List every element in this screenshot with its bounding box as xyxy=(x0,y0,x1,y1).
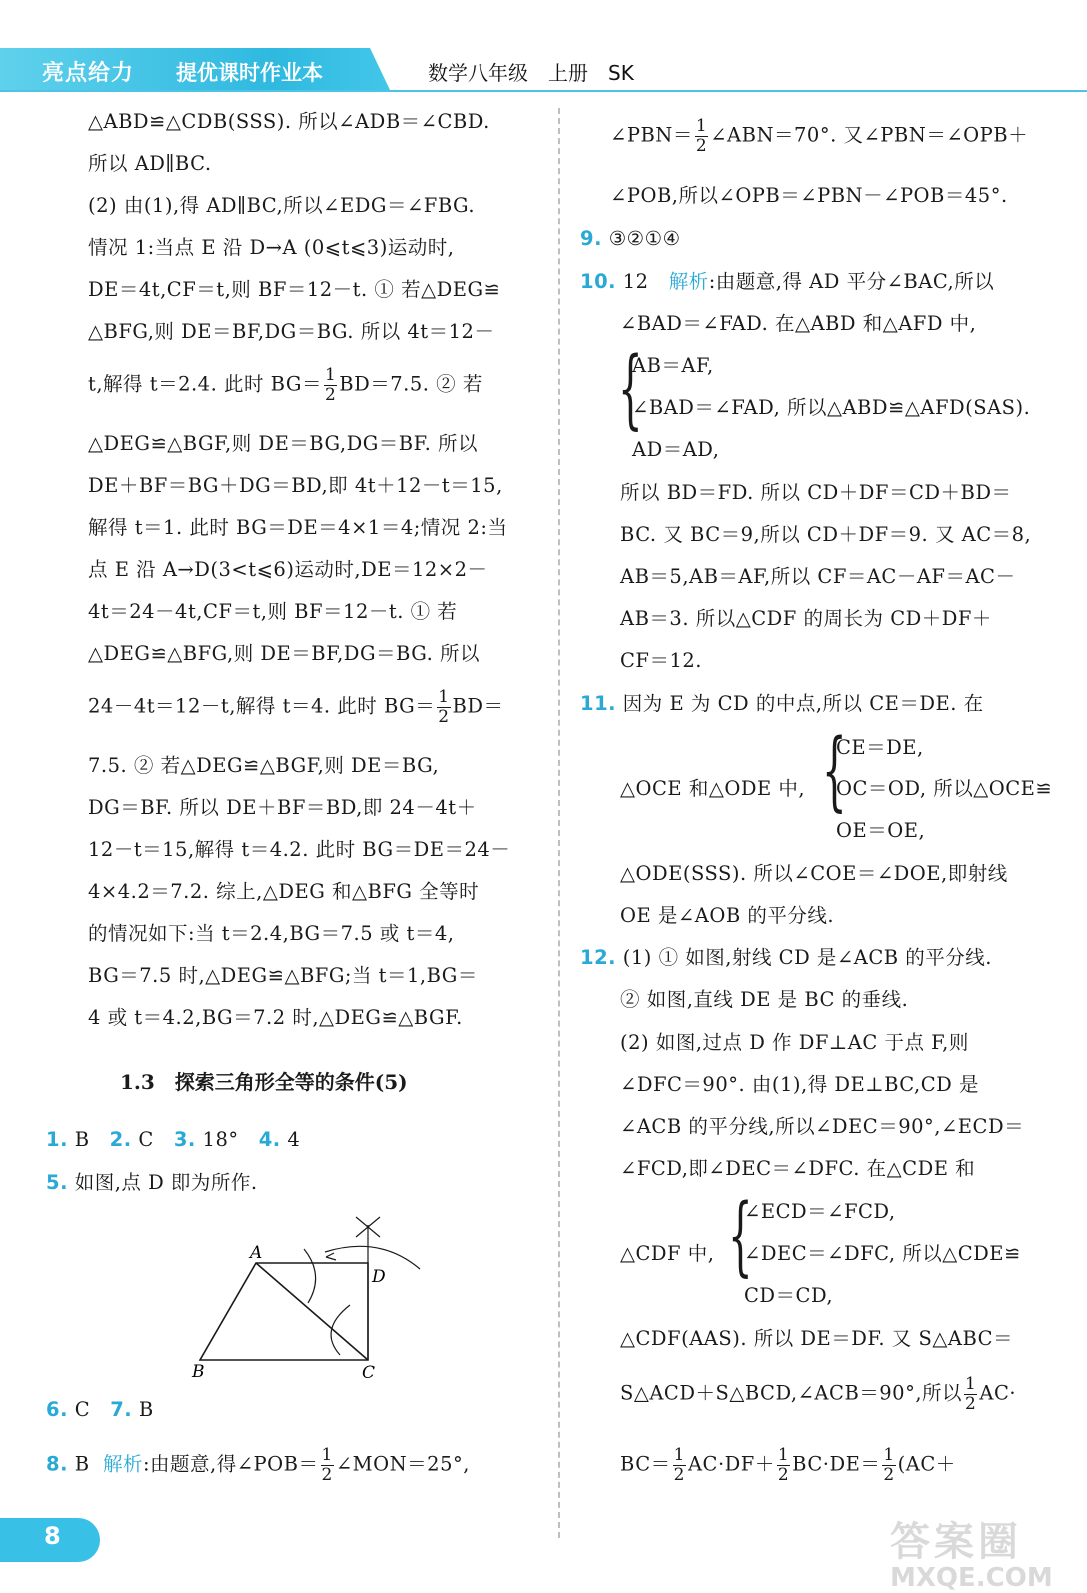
text-line: CD＝CD, xyxy=(744,1284,834,1307)
question-12 xyxy=(580,946,992,969)
fraction: $\frac{1}{2}$ xyxy=(324,365,337,405)
text-line: △OCE 和△ODE 中, xyxy=(620,777,806,800)
question-number: 9. xyxy=(580,227,602,250)
text-line: △ABD≌△CDB(SSS). 所以∠ADB＝∠CBD. xyxy=(88,110,490,133)
arrow-head xyxy=(326,1253,336,1260)
column-divider xyxy=(558,108,560,1538)
text-part: AC· xyxy=(979,1381,1017,1405)
construction-arc xyxy=(304,1249,316,1303)
text-line: BC. 又 BC＝9,所以 CD＋DF＝9. 又 AC＝8, xyxy=(620,523,1032,546)
label-a: A xyxy=(250,1243,263,1263)
text-line: 4 或 t＝4.2,BG＝7.2 时,△DEG≌△BGF. xyxy=(88,1006,463,1029)
question-number: 4. xyxy=(258,1128,281,1151)
construction-arc xyxy=(325,1246,420,1269)
geometry-figure xyxy=(180,1205,440,1390)
question-number: 2. xyxy=(109,1128,132,1151)
answer: ③②①④ xyxy=(608,227,681,250)
question-number: 1. xyxy=(46,1128,68,1151)
label-d: D xyxy=(372,1267,386,1287)
text-line: OE 是∠AOB 的平分线. xyxy=(620,904,835,927)
text-line-with-fraction xyxy=(610,117,1028,155)
text-part: BC＝ xyxy=(620,1452,671,1476)
text-line: ∠POB,所以∠OPB＝∠PBN－∠POB＝45°. xyxy=(610,184,1008,207)
text-line: △DEG≌△BFG,则 DE＝BF,DG＝BG. 所以 xyxy=(88,642,480,665)
text-line: AB＝AF, xyxy=(632,354,714,377)
analysis-label: 解析 xyxy=(668,270,709,293)
fraction: $\frac{1}{2}$ xyxy=(673,1445,685,1485)
text-line: ∠BAD＝∠FAD, 所以△ABD≌△AFD(SAS). xyxy=(632,396,1031,419)
question-number: 12. xyxy=(580,946,617,969)
text-line: (2) 如图,过点 D 作 DF⊥AC 于点 F,则 xyxy=(620,1031,969,1054)
text-line: ∠BAD＝∠FAD. 在△ABD 和△AFD 中, xyxy=(620,312,977,335)
label-b: B xyxy=(192,1362,205,1382)
text-line: 点 E 沿 A→D(3<t⩽6)运动时,DE＝12×2－ xyxy=(88,558,488,581)
label-c: C xyxy=(362,1363,376,1383)
section-title: 1.3 探索三角形全等的条件(5) xyxy=(120,1070,408,1094)
question-number: 5. xyxy=(46,1171,68,1194)
answer: B xyxy=(74,1128,90,1151)
text-part: S△ACD＋S△BCD,∠ACB＝90°,所以 xyxy=(620,1381,963,1405)
text-line: 情况 1:当点 E 沿 D→A (0⩽t⩽3)运动时, xyxy=(88,236,455,259)
answer: 12 xyxy=(622,270,649,293)
text-line: △CDF(AAS). 所以 DE＝DF. 又 S△ABC＝ xyxy=(620,1327,1014,1350)
text-part: ∠PBN＝ xyxy=(610,123,693,147)
text-line: AB＝3. 所以△CDF 的周长为 CD＋DF＋ xyxy=(620,607,992,630)
answers-row xyxy=(46,1128,300,1151)
text-line: DE＝4t,CF＝t,则 BF＝12－t. ① 若△DEG≌ xyxy=(88,278,501,301)
answer: B xyxy=(138,1398,154,1421)
text-line: 12－t＝15,解得 t＝4.2. 此时 BG＝DE＝24－ xyxy=(88,838,511,861)
text-line: 4t＝24－4t,CF＝t,则 BF＝12－t. ① 若 xyxy=(88,600,458,623)
text-line: 所以 AD∥BC. xyxy=(88,152,212,175)
question-number: 7. xyxy=(110,1398,133,1421)
answer: C xyxy=(138,1128,154,1151)
question-number: 10. xyxy=(580,270,617,293)
text-line: BG＝7.5 时,△DEG≌△BFG;当 t＝1,BG＝ xyxy=(88,964,478,987)
text-line: 的情况如下:当 t＝2.4,BG＝7.5 或 t＝4, xyxy=(88,922,455,945)
header-rule xyxy=(0,90,1087,92)
text-line-with-fraction xyxy=(88,688,504,726)
question-11 xyxy=(580,692,984,715)
watermark-text: 答案圈 xyxy=(890,1519,1022,1565)
question-number: 11. xyxy=(580,692,617,715)
answer: C xyxy=(74,1398,91,1421)
text-line: OE＝OE, xyxy=(836,819,926,842)
text-part: 24－4t＝12－t,解得 t＝4. 此时 BG＝ xyxy=(88,694,436,718)
fraction: $\frac{1}{2}$ xyxy=(438,687,450,727)
brace: { xyxy=(618,339,643,439)
answer: 4 xyxy=(287,1128,301,1151)
header-course: 数学八年级 上册 SK xyxy=(428,61,634,85)
text-line: ∠ACB 的平分线,所以∠DEC＝90°,∠ECD＝ xyxy=(620,1115,1025,1138)
text-line: △ODE(SSS). 所以∠COE＝∠DOE,即射线 xyxy=(620,862,1008,885)
answers-row xyxy=(46,1398,154,1421)
text-line: 4×4.2＝7.2. 综上,△DEG 和△BFG 全等时 xyxy=(88,880,480,903)
text-line: △DEG≌△BGF,则 DE＝BG,DG＝BF. 所以 xyxy=(88,432,479,455)
text-line: ∠ECD＝∠FCD, xyxy=(744,1200,896,1223)
fraction: $\frac{1}{2}$ xyxy=(883,1445,895,1485)
question-9 xyxy=(580,227,681,250)
header-subtitle: 提优课时作业本 xyxy=(176,61,323,85)
diagonal-ac xyxy=(256,1263,368,1360)
brace: { xyxy=(728,1186,753,1286)
fraction: $\frac{1}{2}$ xyxy=(321,1445,333,1485)
answer: B xyxy=(74,1452,90,1476)
question-5 xyxy=(46,1171,258,1194)
text-part: t,解得 t＝2.4. 此时 BG＝ xyxy=(88,372,322,396)
question-text: 因为 E 为 CD 的中点,所以 CE＝DE. 在 xyxy=(622,692,984,715)
analysis-label: 解析 xyxy=(102,1452,143,1476)
question-number: 3. xyxy=(173,1128,196,1151)
question-8 xyxy=(46,1446,470,1484)
text-part: BD＝ xyxy=(452,694,504,718)
fraction: $\frac{1}{2}$ xyxy=(965,1374,977,1414)
text-line: AD＝AD, xyxy=(632,438,720,461)
text-part: BC·DE＝ xyxy=(792,1452,881,1476)
text-line: 7.5. ② 若△DEG≌△BGF,则 DE＝BG, xyxy=(88,754,440,777)
text-part: ∠ABN＝70°. 又∠PBN＝∠OPB＋ xyxy=(710,123,1029,147)
question-number: 8. xyxy=(46,1452,68,1476)
question-10 xyxy=(580,270,994,293)
fraction: $\frac{1}{2}$ xyxy=(695,116,708,156)
text-line: △BFG,则 DE＝BF,DG＝BG. 所以 4t＝12－ xyxy=(88,320,495,343)
text-part: BD＝7.5. ② 若 xyxy=(339,372,483,396)
question-text: :由题意,得∠POB＝ xyxy=(142,1452,319,1476)
question-text: ∠MON＝25°, xyxy=(335,1452,470,1476)
text-line: DG＝BF. 所以 DE＋BF＝BD,即 24－4t＋ xyxy=(88,796,477,819)
text-line: 所以 BD＝FD. 所以 CD＋DF＝CD＋BD＝ xyxy=(620,481,1012,504)
question-text: :由题意,得 AD 平分∠BAC,所以 xyxy=(708,270,995,293)
text-line: 解得 t＝1. 此时 BG＝DE＝4×1＝4;情况 2:当 xyxy=(88,516,508,539)
text-line: ② 如图,直线 DE 是 BC 的垂线. xyxy=(620,988,909,1011)
text-line-with-fraction xyxy=(620,1375,1016,1413)
watermark-url: MXQE.COM xyxy=(890,1563,1053,1593)
watermark xyxy=(890,1510,1053,1593)
text-line-with-fraction xyxy=(620,1446,956,1484)
question-number: 6. xyxy=(46,1398,68,1421)
answer: 18° xyxy=(202,1128,239,1151)
text-part: (AC＋ xyxy=(897,1452,956,1476)
text-line: ∠DFC＝90°. 由(1),得 DE⊥BC,CD 是 xyxy=(620,1073,979,1096)
page-number: 8 xyxy=(44,1522,61,1550)
header-brand: 亮点给力 xyxy=(42,61,135,86)
text-line: ∠FCD,即∠DEC＝∠DFC. 在△CDE 和 xyxy=(620,1157,976,1180)
text-line: CE＝DE, xyxy=(836,736,924,759)
question-text: 如图,点 D 即为所作. xyxy=(74,1171,258,1194)
text-line: AB＝5,AB＝AF,所以 CF＝AC－AF＝AC－ xyxy=(620,565,1016,588)
text-line: OC＝OD, 所以△OCE≌ xyxy=(836,777,1053,800)
question-text: (1) ① 如图,射线 CD 是∠ACB 的平分线. xyxy=(622,946,992,969)
brace: { xyxy=(822,721,847,821)
text-line-with-fraction xyxy=(88,366,483,404)
fraction: $\frac{1}{2}$ xyxy=(777,1445,790,1485)
text-line: ∠DEC＝∠DFC, 所以△CDE≌ xyxy=(744,1242,1021,1265)
text-line: DE＋BF＝BG＋DG＝BD,即 4t＋12－t＝15, xyxy=(88,474,503,497)
text-line: △CDF 中, xyxy=(620,1242,715,1265)
text-part: AC·DF＋ xyxy=(687,1452,775,1476)
text-line: CF＝12. xyxy=(620,649,702,672)
text-line: (2) 由(1),得 AD∥BC,所以∠EDG＝∠FBG. xyxy=(88,194,476,217)
